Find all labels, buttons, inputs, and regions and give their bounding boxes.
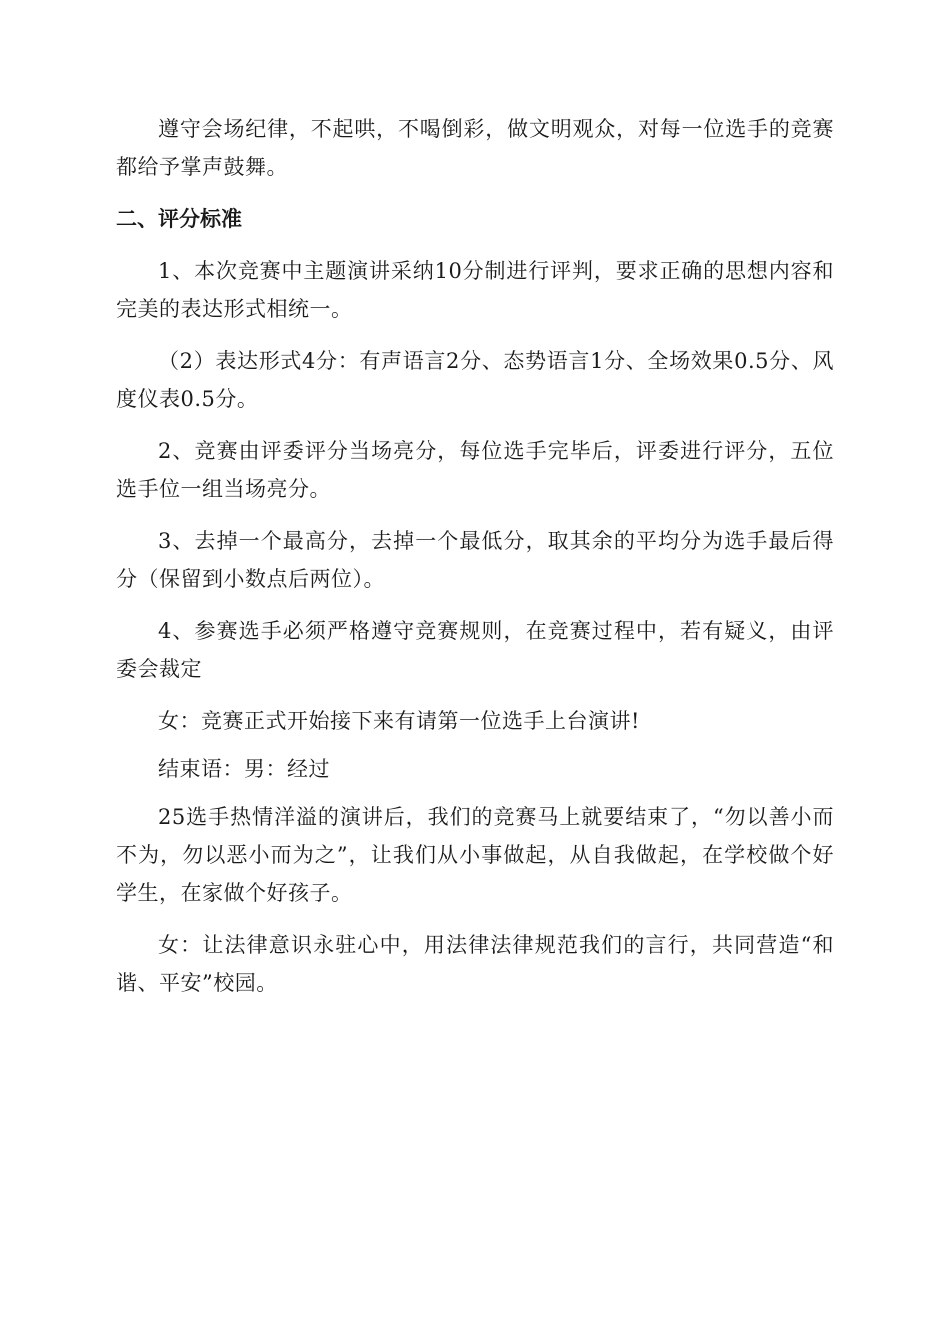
document-page xyxy=(116,110,834,1016)
paragraph-expression-score: （2）表达形式4分：有声语言2分、态势语言1分、全场效果0.5分、风度仪表0.5分。 xyxy=(116,349,834,411)
paragraph-start-announcement: 女：竞赛正式开始接下来有请第一位选手上台演讲! xyxy=(158,709,640,733)
paragraph-rule-2: 2、竞赛由评委评分当场亮分，每位选手完毕后，评委进行评分，五位选手位一组当场亮分。 xyxy=(116,439,834,501)
paragraph-final-remarks: 女：让法律意识永驻心中，用法律法律规范我们的言行，共同营造“和谐、平安”校园。 xyxy=(116,933,834,995)
section-heading-scoring: 二、评分标准 xyxy=(116,207,242,231)
paragraph-audience-conduct: 遵守会场纪律，不起哄，不喝倒彩，做文明观众，对每一位选手的竞赛都给予掌声鼓舞。 xyxy=(116,117,834,179)
paragraph-rule-1: 1、本次竞赛中主题演讲采纳10分制进行评判，要求正确的思想内容和完美的表达形式相统一。 xyxy=(116,259,834,321)
paragraph-rule-4: 4、参赛选手必须严格遵守竞赛规则，在竞赛过程中，若有疑义，由评委会裁定 xyxy=(116,619,834,681)
paragraph-rule-3: 3、去掉一个最高分，去掉一个最低分，取其余的平均分为选手最后得分（保留到小数点后两位）。 xyxy=(116,529,834,591)
paragraph-closing-speech: 25选手热情洋溢的演讲后，我们的竞赛马上就要结束了，“勿以善小而不为，勿以恶小而为之”，让我们从小事做起，从自我做起，在学校做个好学生，在家做个好孩子。 xyxy=(116,805,834,905)
paragraph-closing-label: 结束语：男：经过 xyxy=(158,757,330,781)
